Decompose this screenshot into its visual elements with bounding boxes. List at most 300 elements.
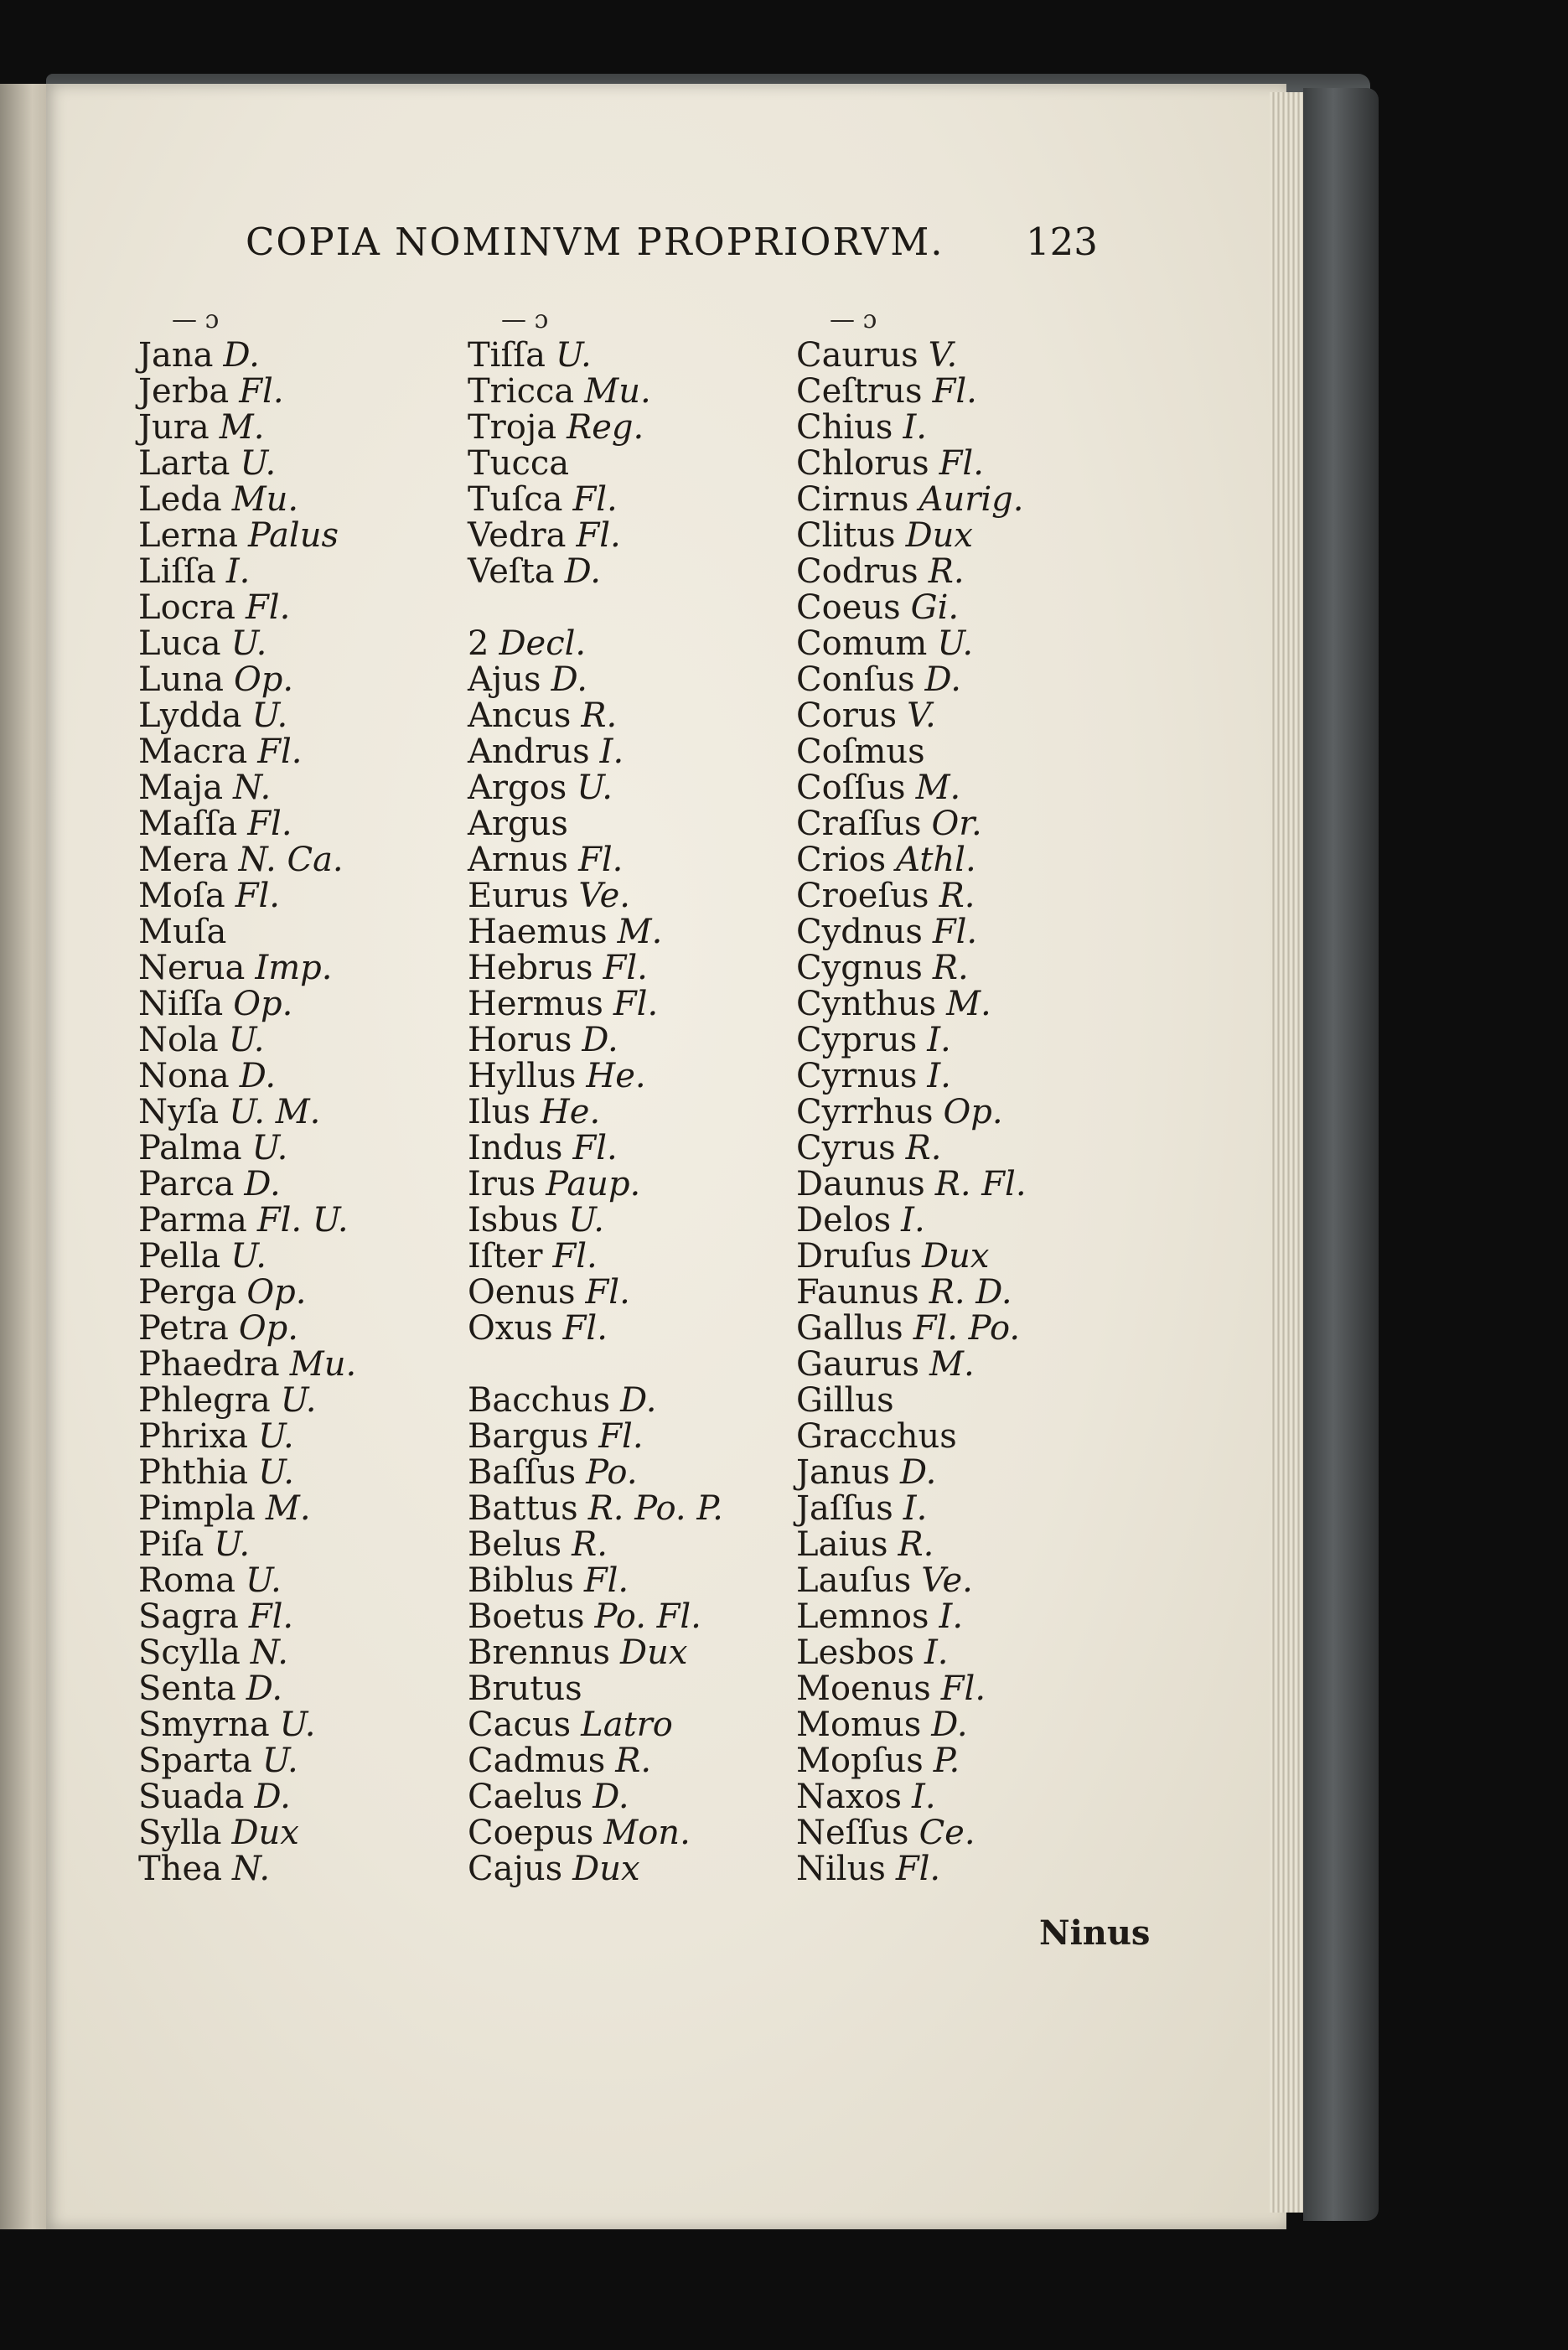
name-column-1 [138, 302, 356, 1887]
entry-name: Nilus [796, 1850, 886, 1888]
entry-abbreviation: Fl. [583, 1561, 629, 1600]
name-entry [468, 446, 723, 482]
name-entry [138, 806, 356, 842]
entry-abbreviation: Fl. Po. [913, 1309, 1021, 1348]
name-entry [138, 1455, 356, 1491]
entry-name: Bacchus [468, 1381, 611, 1420]
entry-abbreviation: Fl. [562, 1309, 608, 1348]
entry-abbreviation: Fl. [248, 1597, 294, 1636]
name-entry [138, 590, 356, 626]
entry-abbreviation: U. [245, 1561, 282, 1600]
entry-name: Jura [138, 408, 210, 447]
name-entry [138, 1167, 356, 1203]
entry-abbreviation: M. [265, 1489, 311, 1528]
name-entry [796, 338, 1027, 374]
entry-abbreviation: Fl. [613, 985, 659, 1023]
entry-abbreviation: U. [555, 336, 592, 375]
name-entry [138, 1383, 356, 1419]
entry-abbreviation: M. [219, 408, 265, 447]
entry-name: Petra [138, 1309, 229, 1348]
entry-abbreviation: Fl. [235, 877, 280, 915]
entry-abbreviation: R. [932, 949, 969, 987]
entry-name: Cadmus [468, 1742, 606, 1780]
name-entry [796, 770, 1027, 806]
name-entry [138, 1527, 356, 1563]
entry-name: Clitus [796, 516, 896, 555]
entry-name: Sparta [138, 1742, 252, 1780]
entry-name: Arnus [468, 841, 569, 879]
name-entry [796, 806, 1027, 842]
name-entry [138, 1131, 356, 1167]
entry-name: Phthia [138, 1453, 249, 1492]
name-entry [138, 1419, 356, 1455]
name-entry [796, 1455, 1027, 1491]
name-entry [468, 1779, 723, 1815]
name-entry [138, 1203, 356, 1239]
entry-name: Conſus [796, 660, 915, 699]
name-entry [468, 1419, 723, 1455]
entry-name: Hebrus [468, 949, 593, 987]
name-entry [468, 1527, 723, 1563]
entry-name: Piſa [138, 1525, 204, 1564]
entry-name: Druſus [796, 1237, 913, 1276]
entry-abbreviation: Fl. [247, 805, 292, 843]
entry-abbreviation: U. [937, 624, 974, 663]
entry-name: Argus [468, 805, 568, 843]
name-entry [138, 1707, 356, 1743]
entry-name: Cygnus [796, 949, 923, 987]
entry-abbreviation: R. [905, 1129, 942, 1167]
name-entry [468, 662, 723, 698]
entry-name: Maja [138, 769, 224, 807]
entry-name: Luca [138, 624, 221, 663]
entry-name: Phrixa [138, 1417, 248, 1456]
name-entry [796, 374, 1027, 410]
entry-name: Crios [796, 841, 887, 879]
name-entry [468, 1239, 723, 1275]
entry-name: Chlorus [796, 444, 929, 483]
name-entry [138, 770, 356, 806]
entry-abbreviation: I. [225, 552, 251, 591]
entry-abbreviation: Fl. [603, 949, 648, 987]
entry-name: Scylla [138, 1633, 241, 1672]
entry-abbreviation: Mu. [584, 372, 651, 411]
entry-abbreviation: Palus [247, 516, 339, 555]
entry-name: Naxos [796, 1778, 903, 1816]
name-entry [796, 1707, 1027, 1743]
entry-name: Iſter [468, 1237, 543, 1276]
column-mark: — ɔ [501, 305, 549, 334]
entry-abbreviation: D. [223, 336, 260, 375]
entry-name: Niſſa [138, 985, 224, 1023]
name-entry [468, 1383, 723, 1419]
entry-abbreviation: Fl. [895, 1850, 941, 1888]
entry-name: Tricca [468, 372, 575, 411]
entry-name: Larta [138, 444, 230, 483]
entry-abbreviation: D. [899, 1453, 937, 1492]
name-entry [796, 1131, 1027, 1167]
name-entry [138, 1599, 356, 1635]
entry-abbreviation: R. [939, 877, 975, 915]
entry-abbreviation: Imp. [255, 949, 333, 987]
name-entry [796, 1022, 1027, 1059]
entry-abbreviation: U. [258, 1417, 294, 1456]
entry-abbreviation: I. [924, 1633, 949, 1672]
entry-abbreviation: Po. Fl. [594, 1597, 701, 1636]
entry-name: Moenus [796, 1669, 931, 1708]
name-entry [796, 1095, 1027, 1131]
column-mark: — ɔ [830, 305, 877, 334]
entry-abbreviation: D. [931, 1706, 968, 1744]
entry-abbreviation: R. D. [929, 1273, 1012, 1312]
entry-abbreviation: Po. [586, 1453, 638, 1492]
entry-name: Lauſus [796, 1561, 912, 1600]
name-entry [138, 1239, 356, 1275]
entry-abbreviation: He. [540, 1093, 601, 1131]
entry-abbreviation: U. [280, 1381, 317, 1420]
entry-name: Oenus [468, 1273, 576, 1312]
entry-abbreviation: Dux [572, 1850, 640, 1888]
entry-abbreviation: Ce. [919, 1814, 975, 1852]
name-entry [138, 1275, 356, 1311]
name-entry [468, 1095, 723, 1131]
entry-abbreviation: Fl. [939, 444, 984, 483]
entry-abbreviation: Paup. [546, 1165, 641, 1203]
entry-abbreviation: D. [244, 1165, 281, 1203]
name-entry [796, 446, 1027, 482]
entry-name: 2 [468, 624, 489, 663]
entry-abbreviation: V. [907, 696, 936, 735]
entry-abbreviation: Gi. [910, 588, 960, 627]
name-entry [468, 374, 723, 410]
entry-name: Brennus [468, 1633, 610, 1672]
name-entry [796, 1563, 1027, 1599]
entry-name: Horus [468, 1021, 572, 1059]
name-entry [468, 1203, 723, 1239]
entry-abbreviation: U. [258, 1453, 294, 1492]
entry-name: Mera [138, 841, 229, 879]
entry-abbreviation: Fl. [932, 913, 978, 951]
name-entry [138, 1311, 356, 1347]
name-entry [138, 1671, 356, 1707]
entry-name: Coepus [468, 1814, 594, 1852]
entry-name: Jaſſus [796, 1489, 893, 1528]
entry-abbreviation: N. [233, 769, 272, 807]
name-entry [468, 1671, 723, 1707]
name-entry [468, 1815, 723, 1851]
entry-abbreviation: Fl. [257, 732, 303, 771]
entry-name: Cynthus [796, 985, 937, 1023]
entry-name: Daunus [796, 1165, 925, 1203]
entry-name: Bargus [468, 1417, 589, 1456]
entry-name: Palma [138, 1129, 242, 1167]
name-entry [138, 626, 356, 662]
name-entry [468, 770, 723, 806]
entry-name: Lydda [138, 696, 242, 735]
entry-name: Belus [468, 1525, 562, 1564]
entry-abbreviation: M. [929, 1345, 975, 1384]
entry-name: Coſmus [796, 732, 925, 771]
name-entry [138, 482, 356, 518]
entry-name: Cyprus [796, 1021, 918, 1059]
entry-abbreviation: Fl. [932, 372, 977, 411]
entry-abbreviation: D. [582, 1021, 618, 1059]
entry-abbreviation: Fl. [246, 588, 291, 627]
name-entry [796, 698, 1027, 734]
entry-name: Codrus [796, 552, 919, 591]
name-entry [468, 1707, 723, 1743]
entry-abbreviation: I. [903, 1489, 928, 1528]
name-entry [796, 1347, 1027, 1383]
name-entry [138, 1022, 356, 1059]
entry-name: Tuſca [468, 480, 563, 519]
entry-name: Delos [796, 1201, 892, 1240]
entry-abbreviation: N. [250, 1633, 288, 1672]
entry-abbreviation: Op. [233, 660, 294, 699]
entry-name: Laius [796, 1525, 888, 1564]
name-entry [796, 1203, 1027, 1239]
name-entry [468, 842, 723, 878]
entry-name: Tiſſa [468, 336, 546, 375]
name-entry [468, 1022, 723, 1059]
entry-name: Perga [138, 1273, 237, 1312]
name-entry [796, 1491, 1027, 1527]
name-entry [796, 662, 1027, 698]
name-entry [138, 1743, 356, 1779]
name-entry [468, 1491, 723, 1527]
name-entry [796, 554, 1027, 590]
entry-name: Cirnus [796, 480, 909, 519]
entry-name: Isbus [468, 1201, 559, 1240]
name-entry [138, 878, 356, 914]
entry-name: Coſſus [796, 769, 906, 807]
name-column-2 [468, 302, 723, 1887]
entry-abbreviation: Fl. [552, 1237, 598, 1276]
entry-abbreviation: U. [279, 1706, 316, 1744]
entry-name: Troja [468, 408, 557, 447]
entry-name: Maſſa [138, 805, 238, 843]
entry-name: Craſſus [796, 805, 922, 843]
name-entry [468, 338, 723, 374]
name-entry [138, 698, 356, 734]
entry-name: Nerua [138, 949, 246, 987]
entry-abbreviation: Aurig. [919, 480, 1024, 519]
entry-name: Argos [468, 769, 567, 807]
entry-name: Biblus [468, 1561, 574, 1600]
entry-abbreviation: Fl. [940, 1669, 986, 1708]
entry-abbreviation: V. [928, 336, 958, 375]
entry-abbreviation: I. [912, 1778, 936, 1816]
name-entry [468, 986, 723, 1022]
name-entry [468, 1167, 723, 1203]
entry-abbreviation: Athl. [896, 841, 976, 879]
entry-abbreviation: N. [231, 1850, 271, 1888]
entry-name: Cyrrhus [796, 1093, 934, 1131]
entry-name: Momus [796, 1706, 922, 1744]
entry-name: Thea [138, 1850, 222, 1888]
entry-name: Lemnos [796, 1597, 929, 1636]
name-entry [468, 482, 723, 518]
entry-name: Gillus [796, 1381, 894, 1420]
name-entry [468, 1599, 723, 1635]
name-entry [796, 1059, 1027, 1095]
entry-name: Comum [796, 624, 928, 663]
entry-abbreviation: I. [901, 1201, 925, 1240]
name-entry [468, 1275, 723, 1311]
entry-name: Cyrus [796, 1129, 896, 1167]
entry-abbreviation: U. [251, 1129, 288, 1167]
name-entry [796, 1743, 1027, 1779]
name-entry [138, 1815, 356, 1851]
entry-abbreviation: Op. [238, 1309, 298, 1348]
entry-name: Cydnus [796, 913, 923, 951]
entry-name: Chius [796, 408, 893, 447]
name-entry [138, 374, 356, 410]
entry-name: Gallus [796, 1309, 903, 1348]
entry-name: Haemus [468, 913, 608, 951]
name-entry [796, 482, 1027, 518]
entry-name: Ceſtrus [796, 372, 923, 411]
entry-abbreviation: Fl. [598, 1417, 644, 1456]
entry-name: Irus [468, 1165, 536, 1203]
entry-name: Veſta [468, 552, 555, 591]
entry-abbreviation: Fl. [585, 1273, 630, 1312]
entry-name: Senta [138, 1669, 236, 1708]
name-entry [468, 950, 723, 986]
name-entry [138, 1563, 356, 1599]
entry-abbreviation: D. [254, 1778, 291, 1816]
entry-abbreviation: Op. [943, 1093, 1003, 1131]
entry-abbreviation: Fl. [572, 480, 618, 519]
name-entry [468, 1131, 723, 1167]
entry-name: Ajus [468, 660, 541, 699]
entry-name: Cacus [468, 1706, 572, 1744]
entry-abbreviation: U. [568, 1201, 604, 1240]
entry-abbreviation: U. [214, 1525, 251, 1564]
name-entry [468, 1455, 723, 1491]
name-entry [138, 950, 356, 986]
entry-abbreviation: Or. [931, 805, 982, 843]
name-entry [138, 914, 356, 950]
page-edges [1270, 92, 1303, 2213]
name-entry [138, 1851, 356, 1887]
entry-name: Mopſus [796, 1742, 924, 1780]
name-entry [138, 410, 356, 446]
entry-name: Gracchus [796, 1417, 957, 1456]
name-entry [468, 914, 723, 950]
entry-name: Phlegra [138, 1381, 271, 1420]
entry-abbreviation: Ve. [921, 1561, 973, 1600]
entry-abbreviation: R. [615, 1742, 652, 1780]
entry-name: Croeſus [796, 877, 929, 915]
entry-name: Cajus [468, 1850, 563, 1888]
entry-abbreviation: D. [246, 1669, 283, 1708]
entry-name: Janus [796, 1453, 890, 1492]
entry-abbreviation: D. [239, 1057, 277, 1095]
entry-name: Muſa [138, 913, 227, 951]
entry-abbreviation: Reg. [567, 408, 644, 447]
entry-name: Caurus [796, 336, 919, 375]
entry-abbreviation: M. [946, 985, 991, 1023]
entry-name: Coeus [796, 588, 901, 627]
entry-name: Liſſa [138, 552, 216, 591]
page-number: 123 [1026, 220, 1098, 264]
entry-name: Ancus [468, 696, 572, 735]
name-entry [796, 1779, 1027, 1815]
entry-name: Hermus [468, 985, 603, 1023]
name-entry [796, 1311, 1027, 1347]
entry-name: Brutus [468, 1669, 582, 1708]
entry-abbreviation: D. [564, 552, 601, 591]
column-gap [468, 1347, 723, 1383]
entry-name: Lesbos [796, 1633, 914, 1672]
entry-name: Sagra [138, 1597, 239, 1636]
entry-name: Roma [138, 1561, 235, 1600]
entry-name: Hyllus [468, 1057, 577, 1095]
entry-abbreviation: R. [581, 696, 618, 735]
entry-name: Luna [138, 660, 224, 699]
name-entry [138, 1779, 356, 1815]
entry-name: Macra [138, 732, 248, 771]
name-entry [796, 1599, 1027, 1635]
entry-name: Parca [138, 1165, 235, 1203]
entry-abbreviation: R. [928, 552, 965, 591]
entry-name: Baſſus [468, 1453, 577, 1492]
name-entry [138, 446, 356, 482]
entry-name: Leda [138, 480, 222, 519]
name-entry [138, 554, 356, 590]
entry-abbreviation: Mu. [289, 1345, 357, 1384]
entry-name: Neſſus [796, 1814, 909, 1852]
entry-abbreviation: Dux [905, 516, 973, 555]
entry-name: Oxus [468, 1309, 553, 1348]
entry-abbreviation: Fl. [576, 516, 621, 555]
entry-abbreviation: R. [572, 1525, 608, 1564]
entry-name: Nyſa [138, 1093, 220, 1131]
entry-name: Corus [796, 696, 898, 735]
entry-abbreviation: Dux [922, 1237, 990, 1276]
name-entry [796, 1383, 1027, 1419]
name-entry [138, 662, 356, 698]
name-entry [138, 1095, 356, 1131]
entry-abbreviation: Latro [581, 1706, 673, 1744]
entry-abbreviation: M. [617, 913, 663, 951]
name-entry [138, 1059, 356, 1095]
entry-name: Parma [138, 1201, 247, 1240]
entry-abbreviation: P. [933, 1742, 960, 1780]
entry-abbreviation: N. Ca. [238, 841, 344, 879]
name-entry [138, 1347, 356, 1383]
name-entry [138, 734, 356, 770]
name-entry [468, 410, 723, 446]
entry-name: Cyrnus [796, 1057, 918, 1095]
entry-abbreviation: U. [261, 1742, 298, 1780]
name-entry [468, 1563, 723, 1599]
name-entry [796, 518, 1027, 554]
entry-name: Pimpla [138, 1489, 256, 1528]
entry-abbreviation: U. [230, 1237, 267, 1276]
entry-abbreviation: Mu. [231, 480, 299, 519]
entry-name: Indus [468, 1129, 563, 1167]
entry-name: Vedra [468, 516, 567, 555]
entry-abbreviation: Fl. [239, 372, 284, 411]
entry-name: Jerba [138, 372, 230, 411]
entry-abbreviation: Fl. [578, 841, 624, 879]
book-cover-edge [1303, 88, 1379, 2221]
name-entry [796, 950, 1027, 986]
entry-abbreviation: U. [228, 1021, 265, 1059]
name-entry [468, 1311, 723, 1347]
